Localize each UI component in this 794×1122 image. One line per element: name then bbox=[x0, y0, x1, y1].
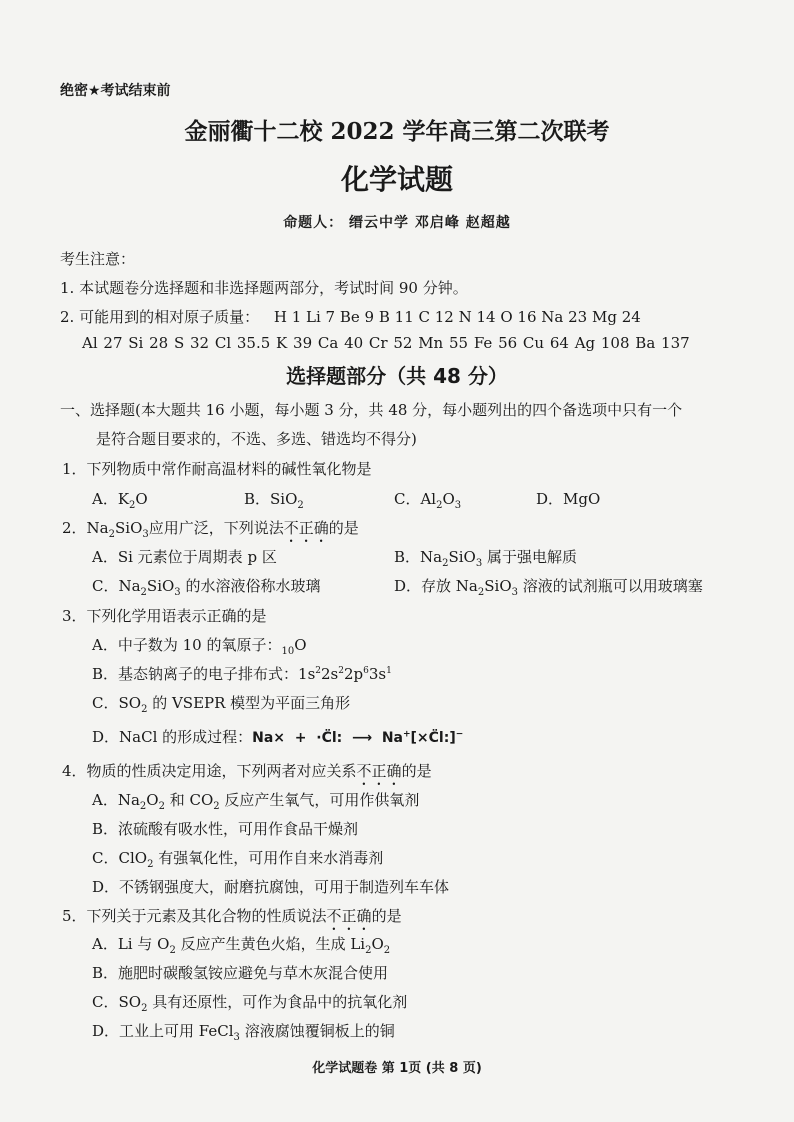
page-footer: 化学试题卷 第 1页 (共 8 页) bbox=[312, 1061, 482, 1076]
question-1-option-c: C．$Al_2O_3$ bbox=[394, 490, 462, 511]
atomic-masses-line-2: Al 27 Si 28 S 32 Cl 35.5 K 39 Ca 40 Cr 52 Mn 55 Fe 56 Cu 64 Ag 108 Ba 137 bbox=[82, 334, 690, 352]
part-instructions-line-1: 一、选择题(本大题共 16 小题，每小题 3 分，共 48 分，每小题列出的四个备选项中只有一个 bbox=[60, 401, 683, 419]
section-title: 选择题部分（共 48 分） bbox=[286, 364, 508, 388]
notice-item-2 bbox=[60, 306, 641, 327]
confidential-label: 绝密★考试结束前 bbox=[60, 83, 171, 99]
part-instructions-line-2: 是符合题目要求的，不选、多选、错选均不得分) bbox=[96, 430, 417, 448]
notice-item-1: 1. 本试题卷分选择题和非选择题两部分，考试时间 90 分钟。 bbox=[60, 279, 468, 297]
question-5-stem: 5．下列关于元素及其化合物的性质说法不正确的是 bbox=[62, 907, 402, 925]
question-4-option-b: B．浓硫酸有吸水性，可用作食品干燥剂 bbox=[92, 820, 359, 838]
question-2-option-c: C．$Na_2SiO_3$ 的水溶液俗称水玻璃 bbox=[92, 577, 321, 598]
notice-heading: 考生注意： bbox=[60, 250, 136, 268]
atomic-masses-line-1: H 1 Li 7 Be 9 B 11 C 12 N 14 O 16 Na 23 Mg 24 bbox=[273, 308, 641, 326]
question-2-option-a: A．Si 元素位于周期表 p 区 bbox=[92, 548, 277, 566]
lewis-formation-equation: Na× + ·C̈l: ⟶ Na+[×C̈l:]− bbox=[252, 729, 464, 746]
exam-subtitle: 化学试题 bbox=[340, 163, 453, 196]
question-4-option-d: D．不锈钢强度大，耐磨抗腐蚀，可用于制造列车车体 bbox=[92, 878, 450, 896]
question-4-stem: 4．物质的性质决定用途，下列两者对应关系不正确的是 bbox=[62, 762, 432, 780]
question-1-option-a: A．$K_2O$ bbox=[92, 490, 148, 511]
question-5-option-a: A．Li 与 $O_2$ 反应产生黄色火焰，生成 $Li_2O_2$ bbox=[92, 935, 391, 956]
exam-title: 金丽衢十二校 2022 学年高三第二次联考 bbox=[184, 118, 610, 145]
question-5-option-d: D．工业上可用 FeCl$_3$ 溶液腐蚀覆铜板上的铜 bbox=[92, 1022, 395, 1043]
question-3-stem: 3．下列化学用语表示正确的是 bbox=[62, 607, 267, 625]
question-3-option-a: A．中子数为 10 的氧原子：$_{10}$O bbox=[92, 636, 307, 657]
question-4-option-a: A．$Na_2O_2$ 和 $CO_2$ 反应产生氧气，可用作供氧剂 bbox=[92, 791, 420, 812]
question-4-option-c: C．ClO$_2$ 有强氧化性，可用作自来水消毒剂 bbox=[92, 849, 384, 870]
question-1-stem: 1．下列物质中常作耐高温材料的碱性氧化物是 bbox=[62, 460, 372, 478]
question-5-option-c: C．$SO_2$ 具有还原性，可作为食品中的抗氧化剂 bbox=[92, 993, 408, 1014]
question-1-option-d: D．MgO bbox=[536, 490, 601, 508]
question-3-option-c: C．$SO_2$ 的 VSEPR 模型为平面三角形 bbox=[92, 694, 351, 715]
question-2-option-b: B．$Na_2SiO_3$ 属于强电解质 bbox=[394, 548, 577, 569]
question-2-option-d: D．存放 $Na_2SiO_3$ 溶液的试剂瓶可以用玻璃塞 bbox=[394, 577, 703, 598]
notice-item-2-prefix: 2. 可能用到的相对原子质量： bbox=[60, 308, 260, 326]
authors-line: 命题人： 缙云中学 邓启峰 赵超越 bbox=[283, 215, 511, 231]
question-5-option-b: B．施肥时碳酸氢铵应避免与草木灰混合使用 bbox=[92, 964, 389, 982]
question-3-option-b: B．基态钠离子的电子排布式：$1s^22s^22p^63s^1$ bbox=[92, 665, 392, 683]
question-1-option-b: B．SiO$_2$ bbox=[244, 490, 304, 511]
question-3-option-d: D．NaCl 的形成过程：Na× + ·C̈l: ⟶ Na+[×C̈l:]− bbox=[92, 728, 464, 746]
question-2-stem: 2．$Na_2SiO_3$应用广泛，下列说法不正确的是 bbox=[62, 519, 359, 540]
